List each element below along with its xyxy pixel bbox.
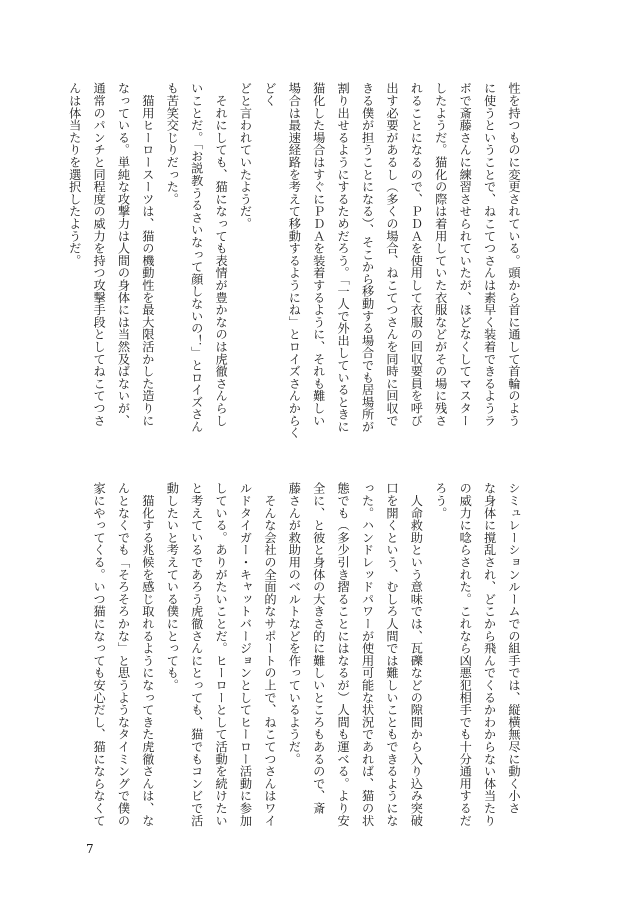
lower-text-block: [92, 482, 526, 842]
lower-paragraphs: シミュレーションルームでの組手では、縦横無尽に動く小さ な身体に撹乱され、どこから飛んでくるかわからない体当たり の威力に唸らされた。これなら凶悪犯相手でも十分通用するだ ろう。 人命救助という意味では、瓦礫などの隙間から入り込み突破 口を開くという、むしろ人間では難しいこともできるようにな った。ハンドレッドパワーが使用可能な状況であれば、猫の状 態でも（多少引き摺ることにはなるが）人間も運べる。より安 全に、と彼と身体の大きさ的に難しいところもあるので、斎 藤さんが救助用のベルトなどを作っているようだ。 そんな会社の全面的なサポートの上で、ねこてつさんはワイ ルドタイガー・キャットバージョンとしてヒーロー活動に参加 している。ありがたいことだ。ヒーローとして活動を続けたい と考えているであろう虎徹さんにとっても、猫でもコンビで活 動したいと考えている僕にとっても。 猫化する兆候を感じ取れるようになってきた虎徹さんは、な んとなくでも「そろそろかな」と思うようなタイミングで僕の 家にやってくる。いつ猫になっても安心だし、猫にならなくて: [92, 482, 521, 827]
page-number: 7: [86, 842, 94, 856]
upper-text-block: [67, 82, 526, 442]
upper-paragraphs: 性を持つものに変更されている。頭から首に通して首輪のよう に使うということで、ねこてつさんは素早く装着できるようラ ボで斎藤さんに練習させられていたが、ほどなくしてマスター したようだ。猫化の際は着用していた衣服などがその場に残さ れることになるので、ＰＤＡを使用して衣服の回収要員を呼び 出す必要があるし（多くの場合、ねこてつさんを同時に回収で きる僕が担うことになる）、そこから移動する場合でも居場所が 割り出せるようにするためだろう。「一人で外出しているときに 猫化した場合はすぐにＰＤＡを装着するように、それも難しい 場合は最速経路を考えて移動するようにね」とロイズさんからくどく どと言われていたようだ。 それにしても、猫になっても表情が豊かなのは虎徹さんらし いことだ。「お説教うるさいなって顔しないの！」とロイズさん も苦笑交じりだった。 猫用ヒーロースーツは、猫の機動性を最大限活かした造りに なっている。単純な攻撃力は人間の身体には当然及ばないが、 通常のパンチと同程度の威力を持つ攻撃手段としてねこてつさ んは体当たりを選択したようだ。: [67, 82, 521, 439]
